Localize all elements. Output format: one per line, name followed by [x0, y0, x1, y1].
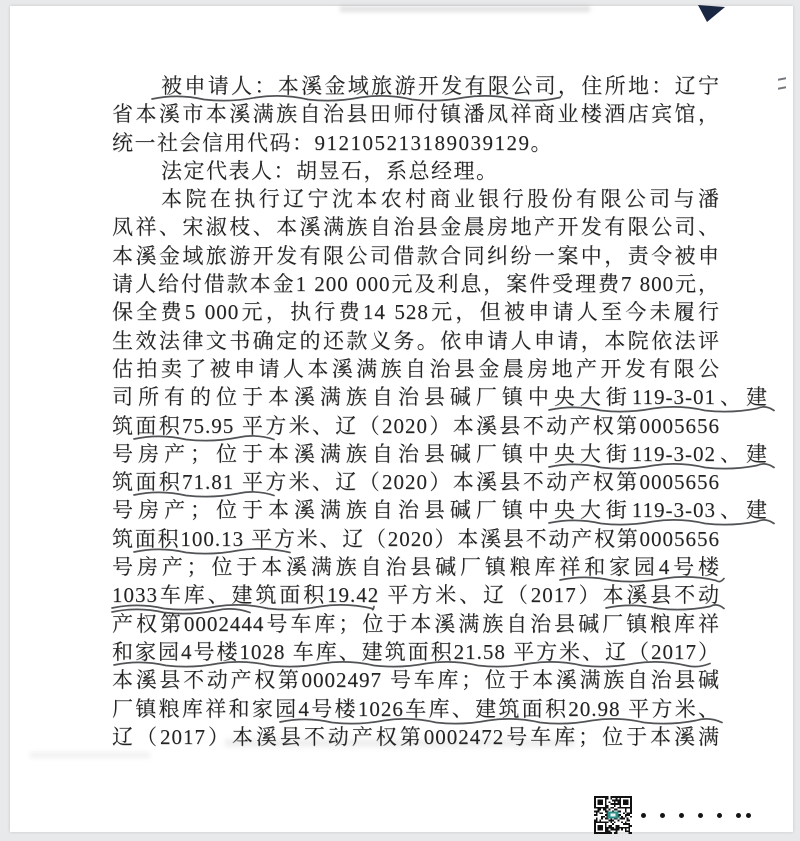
text-line: 厂镇粮库祥和家园4号楼1026车库、建筑面积20.98 平方米、 [112, 695, 720, 723]
text-line: 司所有的位于本溪满族自治县碱厂镇中央大街119-3-01、建 [112, 383, 768, 411]
text-line: 被申请人：本溪金域旅游开发有限公司，住所地：辽宁 [112, 72, 720, 100]
text-line: 本溪县不动产权第0002497 号车库；位于本溪满族自治县碱 [112, 668, 720, 693]
folded-corner-mark [695, 5, 725, 22]
document-page [10, 6, 793, 832]
text-line: 号房产；位于本溪满族自治县碱厂镇中央大街119-3-02、建 [112, 440, 768, 468]
page-footer [594, 796, 751, 834]
dots-row [641, 813, 751, 818]
text-line: 生效法律文书确定的还款义务。依申请人申请，本院依法评 [112, 328, 720, 353]
text-line: 法定代表人：胡昱石，系总经理。 [161, 158, 499, 183]
scan-smudge [30, 752, 150, 758]
text-line: 产权第0002444号车库；位于本溪满族自治县碱厂镇粮库祥 [112, 610, 720, 638]
dot [641, 813, 646, 818]
text-line: 省本溪市本溪满族自治县田师付镇潘凤祥商业楼酒店宾馆， [112, 102, 720, 127]
text-line: 估拍卖了被申请人本溪满族自治县金晨房地产开发有限公 [112, 356, 720, 381]
text-line: 凤祥、宋淑枝、本溪满族自治县金晨房地产开发有限公司、 [112, 215, 720, 240]
dot [660, 813, 665, 818]
text-line: 和家园4号楼1028 车库、建筑面积21.58 平方米、辽（2017） [112, 638, 720, 666]
qr-code [594, 796, 632, 834]
text-line: 筑面积75.95 平方米、辽（2020）本溪县不动产权第0005656 [112, 412, 720, 440]
text-line: 保全费5 000元，执行费14 528元，但被申请人至今未履行 [112, 300, 720, 325]
text-line: 辽（2017）本溪县不动产权第0002472号车库；位于本溪满 [112, 724, 720, 749]
document-text [112, 72, 768, 751]
text-line: 1033车库、建筑面积19.42 平方米、辽（2017）本溪县不动 [112, 581, 720, 609]
text-line: 请人给付借款本金1 200 000元及利息，案件受理费7 800元， [112, 272, 720, 297]
text-line: 本溪金域旅游开发有限公司借款合同纠纷一案中，责令被申 [112, 243, 720, 268]
text-line: 号房产；位于本溪满族自治县碱厂镇中央大街119-3-03、建 [112, 496, 768, 524]
dot [698, 813, 703, 818]
text-line: 统一社会信用代码：912105213189039129。 [112, 130, 553, 155]
text-line: 筑面积100.13 平方米、辽（2020）本溪县不动产权第0005656 [112, 525, 720, 553]
dot [717, 813, 722, 818]
dot [736, 813, 741, 818]
dot [679, 813, 684, 818]
scan-artifact-mark [778, 77, 786, 89]
text-line: 号房产；位于本溪满族自治县碱厂镇粮库祥和家园4号楼 [112, 553, 720, 581]
text-line: 本院在执行辽宁沈本农村商业银行股份有限公司与潘 [161, 187, 720, 212]
dot [746, 813, 751, 818]
text-line: 筑面积71.81 平方米、辽（2020）本溪县不动产权第0005656 [112, 468, 720, 496]
scan-smudge [340, 6, 590, 12]
